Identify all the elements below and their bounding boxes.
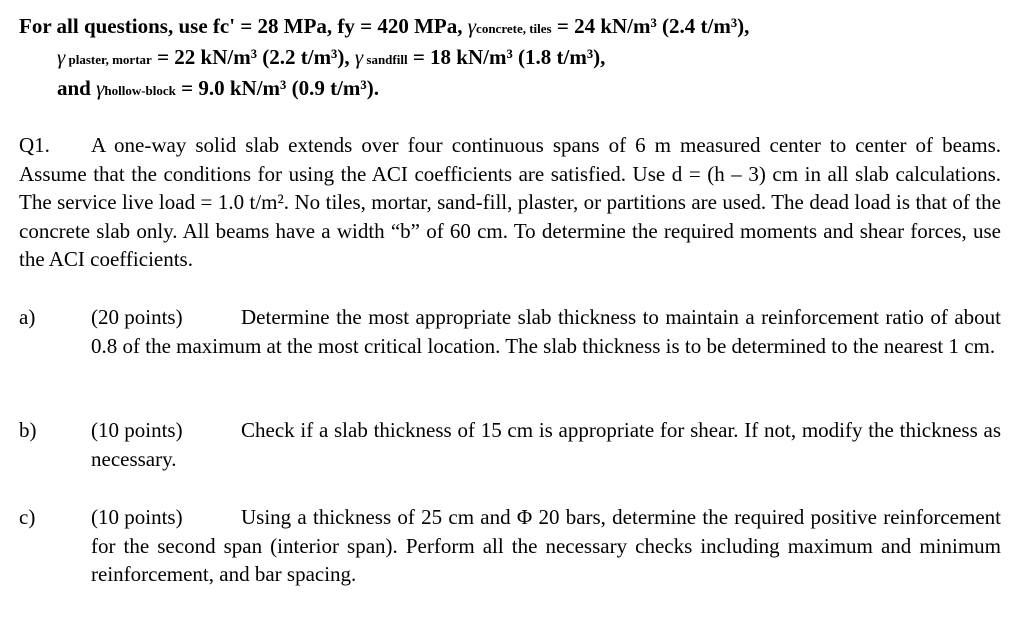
header-line-2-value-2: = 18 kN/m³ (1.8 t/m³), <box>407 45 606 69</box>
part-a-text: Determine the most appropriate slab thickness to maintain a reinforcement ratio of about 0.8 of the maximum at the most critical location. The slab thickness is to be determined to the nearest 1 cm. <box>91 305 1001 358</box>
part-c <box>19 503 1001 589</box>
gamma-subscript-hollow-block: hollow-block <box>104 83 176 98</box>
header-line-3-value: = 9.0 kN/m³ (0.9 t/m³). <box>175 76 379 100</box>
part-c-text: Using a thickness of 25 cm and Φ 20 bars, determine the required positive reinforcement for the second span (interior span). Perform all the necessary checks including maximum and minimum reinforcement, and bar spacing. <box>91 505 1001 586</box>
material-properties-header <box>19 12 1009 105</box>
gamma-symbol: γ <box>467 14 477 38</box>
part-b-points: (10 points) <box>91 418 183 442</box>
header-line-2 <box>19 43 1009 74</box>
header-line-1 <box>19 12 1009 43</box>
header-line-3 <box>19 74 1009 105</box>
header-line-3-lead: and <box>57 76 97 100</box>
gamma-subscript-sandfill: sandfill <box>363 52 408 67</box>
part-a-points: (20 points) <box>91 305 183 329</box>
gamma-subscript-plaster-mortar: plaster, mortar <box>65 52 152 67</box>
part-a-body <box>91 303 1001 360</box>
gamma-symbol: γ <box>354 45 364 69</box>
part-c-body <box>91 503 1001 589</box>
part-b-text: Check if a slab thickness of 15 cm is appropriate for shear. If not, modify the thickness as necessary. <box>91 418 1001 471</box>
gamma-subscript-concrete-tiles: concrete, tiles <box>476 21 552 36</box>
question-paragraph <box>19 131 1001 274</box>
question-number: Q1. <box>19 133 50 157</box>
part-c-letter: c) <box>19 505 36 529</box>
part-b-letter: b) <box>19 418 37 442</box>
question-text: A one-way solid slab extends over four continuous spans of 6 m measured center to center of beams. Assume that the conditions for using the ACI coefficients are satisfied. Use d = (h – 3) cm in all slab calculations. The service live load = 1.0 t/m². No tiles, mortar, sand-fill, plaster, or partitions are used. The dead load is that of the concrete slab only. All beams have a width “b” of 60 cm. To determine the required moments and shear forces, use the ACI coefficients. <box>19 133 1001 271</box>
part-c-points: (10 points) <box>91 505 183 529</box>
gamma-symbol: γ <box>57 45 66 69</box>
header-line-1-lead: For all questions, use fc' = 28 MPa, fy = 420 MPa, <box>19 14 468 38</box>
part-a-letter: a) <box>19 305 36 329</box>
header-line-2-value-1: = 22 kN/m³ (2.2 t/m³), <box>151 45 355 69</box>
part-a <box>19 303 1001 360</box>
gamma-symbol: γ <box>96 76 105 100</box>
part-b-body <box>91 416 1001 473</box>
header-line-1-value: = 24 kN/m³ (2.4 t/m³), <box>551 14 750 38</box>
part-b <box>19 416 1001 473</box>
